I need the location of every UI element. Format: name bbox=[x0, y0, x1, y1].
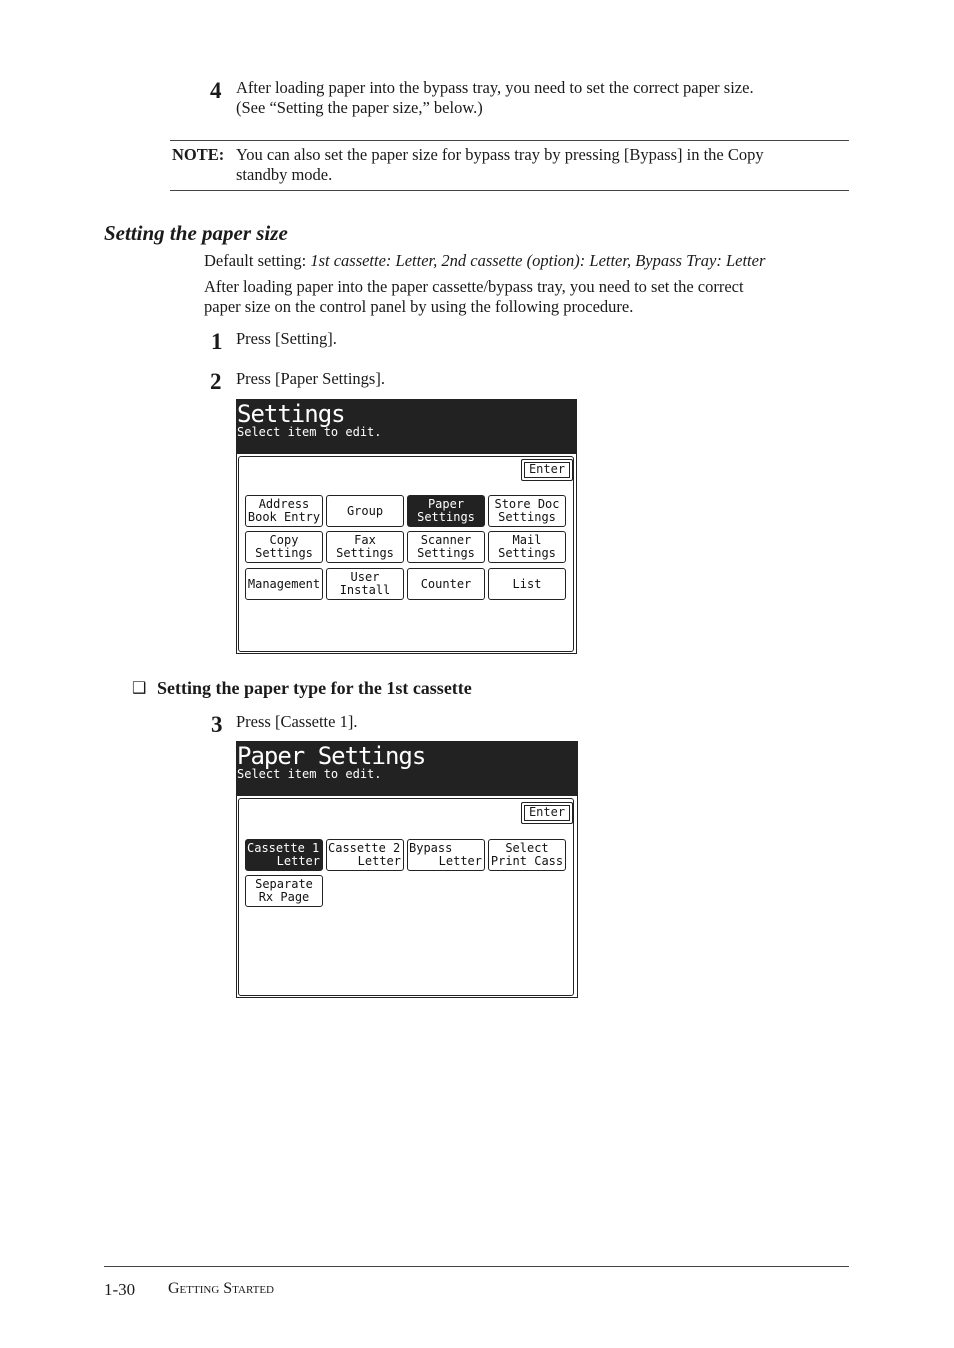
subsection-heading: Setting the paper type for the 1st cassette bbox=[157, 678, 472, 698]
button-line-1: Group bbox=[346, 503, 384, 518]
copy-settings-button[interactable] bbox=[245, 531, 323, 563]
button-line-1: Management bbox=[247, 576, 321, 591]
default-setting-value: 1st cassette: Letter, 2nd cassette (option): Letter, Bypass Tray: Letter bbox=[310, 251, 766, 270]
paper-settings-screen bbox=[236, 741, 578, 998]
button-line-2: Settings bbox=[498, 510, 556, 524]
step-number: 3 bbox=[211, 712, 223, 737]
button-line-1: Counter bbox=[420, 576, 472, 591]
select-print-cass-button[interactable] bbox=[488, 839, 566, 871]
button-line-1: Bypass bbox=[409, 841, 453, 855]
button-line-2: Settings bbox=[498, 546, 556, 560]
footer-rule bbox=[104, 1266, 849, 1267]
fax-settings-button[interactable] bbox=[326, 531, 404, 563]
list-button[interactable] bbox=[488, 568, 566, 600]
section-heading: Setting the paper size bbox=[104, 221, 288, 245]
chapter-title: Getting Started bbox=[168, 1280, 275, 1297]
management-button[interactable] bbox=[245, 568, 323, 600]
intro-paragraph-line-1: After loading paper into the paper cassette/bypass tray, you need to set the correct bbox=[204, 277, 744, 296]
default-setting bbox=[204, 251, 765, 271]
page-number: 1-30 bbox=[104, 1280, 136, 1299]
default-setting-label: Default setting: bbox=[204, 251, 311, 270]
button-line-1: Select bbox=[505, 841, 549, 855]
screen-panel bbox=[238, 798, 574, 996]
user-install-button[interactable] bbox=[326, 568, 404, 600]
step-3-text: Press [Cassette 1]. bbox=[236, 712, 358, 731]
button-line-1: Paper bbox=[427, 497, 465, 511]
enter-button[interactable]: Enter bbox=[521, 459, 573, 481]
cassette-1-button[interactable] bbox=[245, 839, 323, 871]
button-line-2: Settings bbox=[417, 546, 475, 560]
button-line-1: User bbox=[350, 570, 380, 584]
button-line-1: Fax bbox=[354, 533, 376, 547]
button-line-1: Mail bbox=[512, 533, 542, 547]
note-line-2: standby mode. bbox=[236, 165, 333, 184]
screen-subtitle: Select item to edit. bbox=[237, 425, 382, 439]
step-4-line-2: (See “Setting the paper size,” below.) bbox=[236, 98, 483, 117]
scanner-settings-button[interactable] bbox=[407, 531, 485, 563]
separate-rx-page-button[interactable] bbox=[245, 875, 323, 907]
cassette-2-button[interactable] bbox=[326, 839, 404, 871]
screen-subtitle: Select item to edit. bbox=[237, 767, 382, 781]
button-line-2: Settings bbox=[336, 546, 394, 560]
counter-button[interactable] bbox=[407, 568, 485, 600]
button-line-2: Letter bbox=[438, 854, 482, 868]
mail-settings-button[interactable] bbox=[488, 531, 566, 563]
button-line-2: Settings bbox=[417, 510, 475, 524]
step-number: 4 bbox=[210, 78, 222, 103]
checkbox-icon: ❑ bbox=[132, 678, 147, 697]
screen-title: Paper Settings bbox=[237, 742, 426, 770]
button-line-2: Print Cass bbox=[490, 854, 564, 868]
button-line-1: Address bbox=[258, 497, 310, 511]
button-line-1: List bbox=[512, 576, 542, 591]
button-line-1: Cassette 2 bbox=[328, 841, 401, 855]
note-bottom-rule bbox=[170, 190, 849, 191]
button-line-2: Book Entry bbox=[247, 510, 321, 524]
button-line-1: Copy bbox=[269, 533, 299, 547]
step-1-text: Press [Setting]. bbox=[236, 329, 337, 348]
settings-screen bbox=[236, 399, 577, 654]
button-line-1: Separate bbox=[255, 877, 313, 891]
step-4-line-1: After loading paper into the bypass tray, you need to set the correct paper size. bbox=[236, 78, 754, 97]
screen-title: Settings bbox=[237, 400, 345, 428]
step-number: 1 bbox=[211, 329, 223, 354]
note-label: NOTE: bbox=[172, 145, 225, 164]
intro-paragraph-line-2: paper size on the control panel by using the following procedure. bbox=[204, 297, 634, 316]
paper-settings-button[interactable] bbox=[407, 495, 485, 527]
bypass-button[interactable] bbox=[407, 839, 485, 871]
button-line-1: Scanner bbox=[420, 533, 472, 547]
note-top-rule bbox=[170, 140, 849, 141]
enter-button[interactable]: Enter bbox=[521, 802, 573, 824]
store-doc-settings-button[interactable] bbox=[488, 495, 566, 527]
screen-panel bbox=[238, 456, 574, 652]
button-line-2: Rx Page bbox=[258, 890, 310, 904]
button-line-1: Store Doc bbox=[494, 497, 560, 511]
button-line-1: Cassette 1 bbox=[247, 841, 320, 855]
step-2-text: Press [Paper Settings]. bbox=[236, 369, 385, 388]
note-line-1: You can also set the paper size for bypass tray by pressing [Bypass] in the Copy bbox=[236, 145, 764, 164]
screen-header bbox=[237, 400, 576, 454]
button-line-2: Settings bbox=[255, 546, 313, 560]
button-line-2: Letter bbox=[276, 854, 320, 868]
group-button[interactable] bbox=[326, 495, 404, 527]
step-number: 2 bbox=[210, 369, 222, 394]
button-line-2: Install bbox=[339, 583, 391, 597]
button-line-2: Letter bbox=[357, 854, 401, 868]
address-book-entry-button[interactable] bbox=[245, 495, 323, 527]
screen-header bbox=[237, 742, 577, 796]
